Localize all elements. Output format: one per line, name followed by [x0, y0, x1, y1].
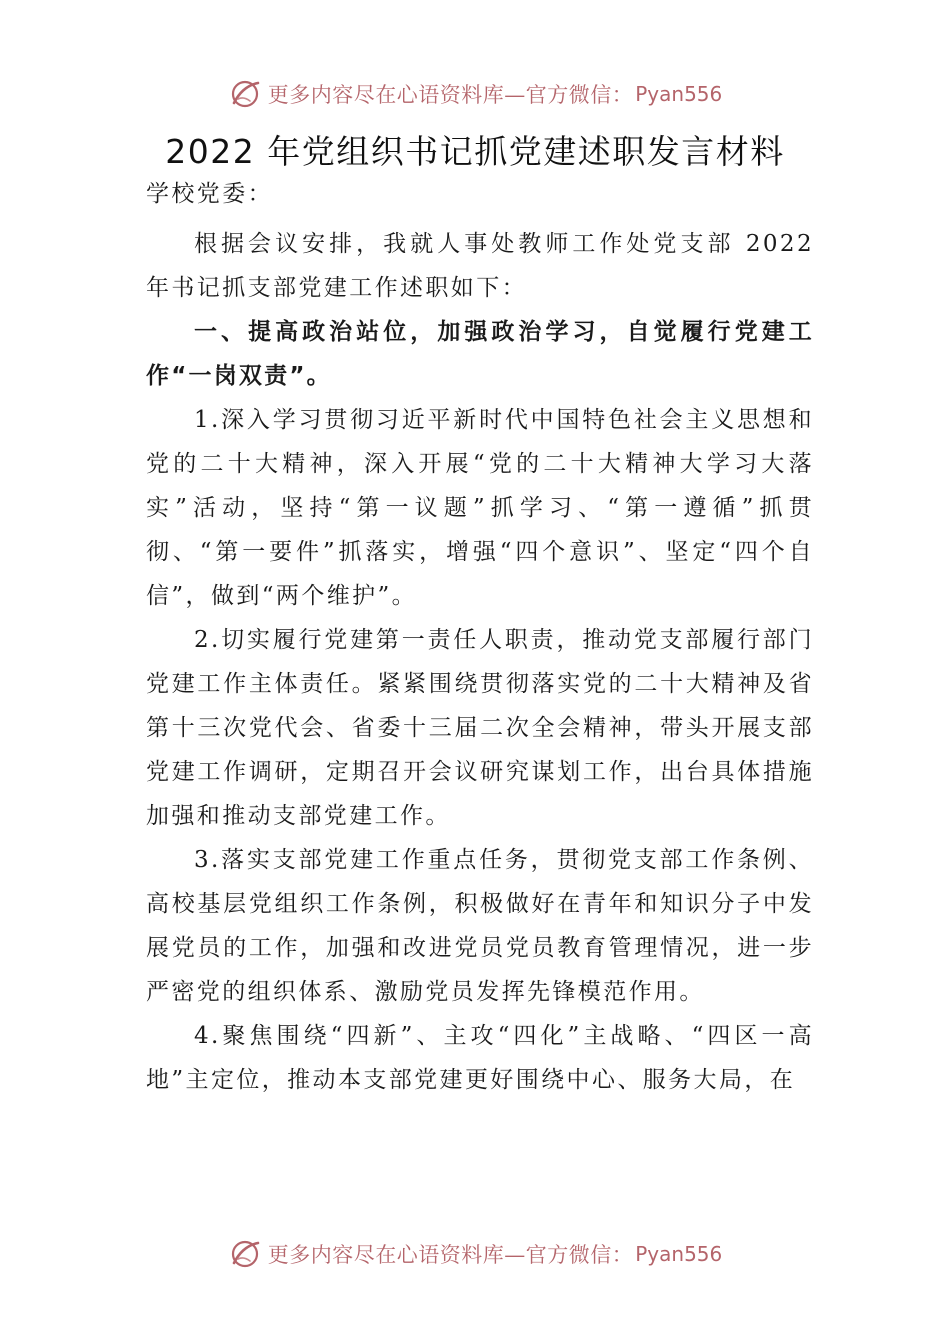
list-item-1: 1.深入学习贯彻习近平新时代中国特色社会主义思想和党的二十大精神，深入开展“党的二十大精神大学习大落实”活动，坚持“第一议题”抓学习、“第一遵循”抓贯彻、“第一要件”抓落实，增强“四个意识”、坚定“四个自信”，做到“两个维护”。 — [146, 407, 814, 609]
intro-paragraph: 根据会议安排，我就人事处教师工作处党支部 2022 年书记抓支部党建工作述职如下： — [146, 231, 814, 301]
document-body — [146, 172, 814, 1102]
document-title: 2022 年党组织书记抓党建述职发言材料 — [165, 132, 785, 171]
section-1-heading: 一、提高政治站位，加强政治学习，自觉履行党建工作“一岗双责”。 — [146, 319, 814, 389]
watermark-text: 更多内容尽在心语资料库—官方微信： — [267, 83, 634, 107]
watermark-wechat-id: Pyan556 — [635, 82, 723, 106]
watermark-text: 更多内容尽在心语资料库—官方微信： — [267, 1243, 634, 1267]
list-item-3: 3.落实支部党建工作重点任务，贯彻党支部工作条例、高校基层党组织工作条例，积极做好在青年和知识分子中发展党员的工作，加强和改进党员党员教育管理情况，进一步严密党的组织体系、激励党员发挥先锋模范作用。 — [146, 847, 814, 1005]
watermark-banner-top — [0, 72, 950, 116]
list-item-2: 2.切实履行党建第一责任人职责，推动党支部履行部门党建工作主体责任。紧紧围绕贯彻落实党的二十大精神及省第十三次党代会、省委十三届二次全会精神，带头开展支部党建工作调研，定期召开会议研究谋划工作，出台具体措施加强和推动支部党建工作。 — [146, 627, 814, 829]
salutation: 学校党委： — [146, 181, 273, 207]
watermark-wechat-id: Pyan556 — [635, 1242, 723, 1266]
brand-logo-icon — [228, 77, 262, 111]
list-item-4: 4.聚焦围绕“四新”、主攻“四化”主战略、“四区一高地”主定位，推动本支部党建更好围绕中心、服务大局，在 — [146, 1023, 814, 1093]
brand-logo-icon — [228, 1237, 262, 1271]
watermark-banner-bottom — [0, 1232, 950, 1276]
